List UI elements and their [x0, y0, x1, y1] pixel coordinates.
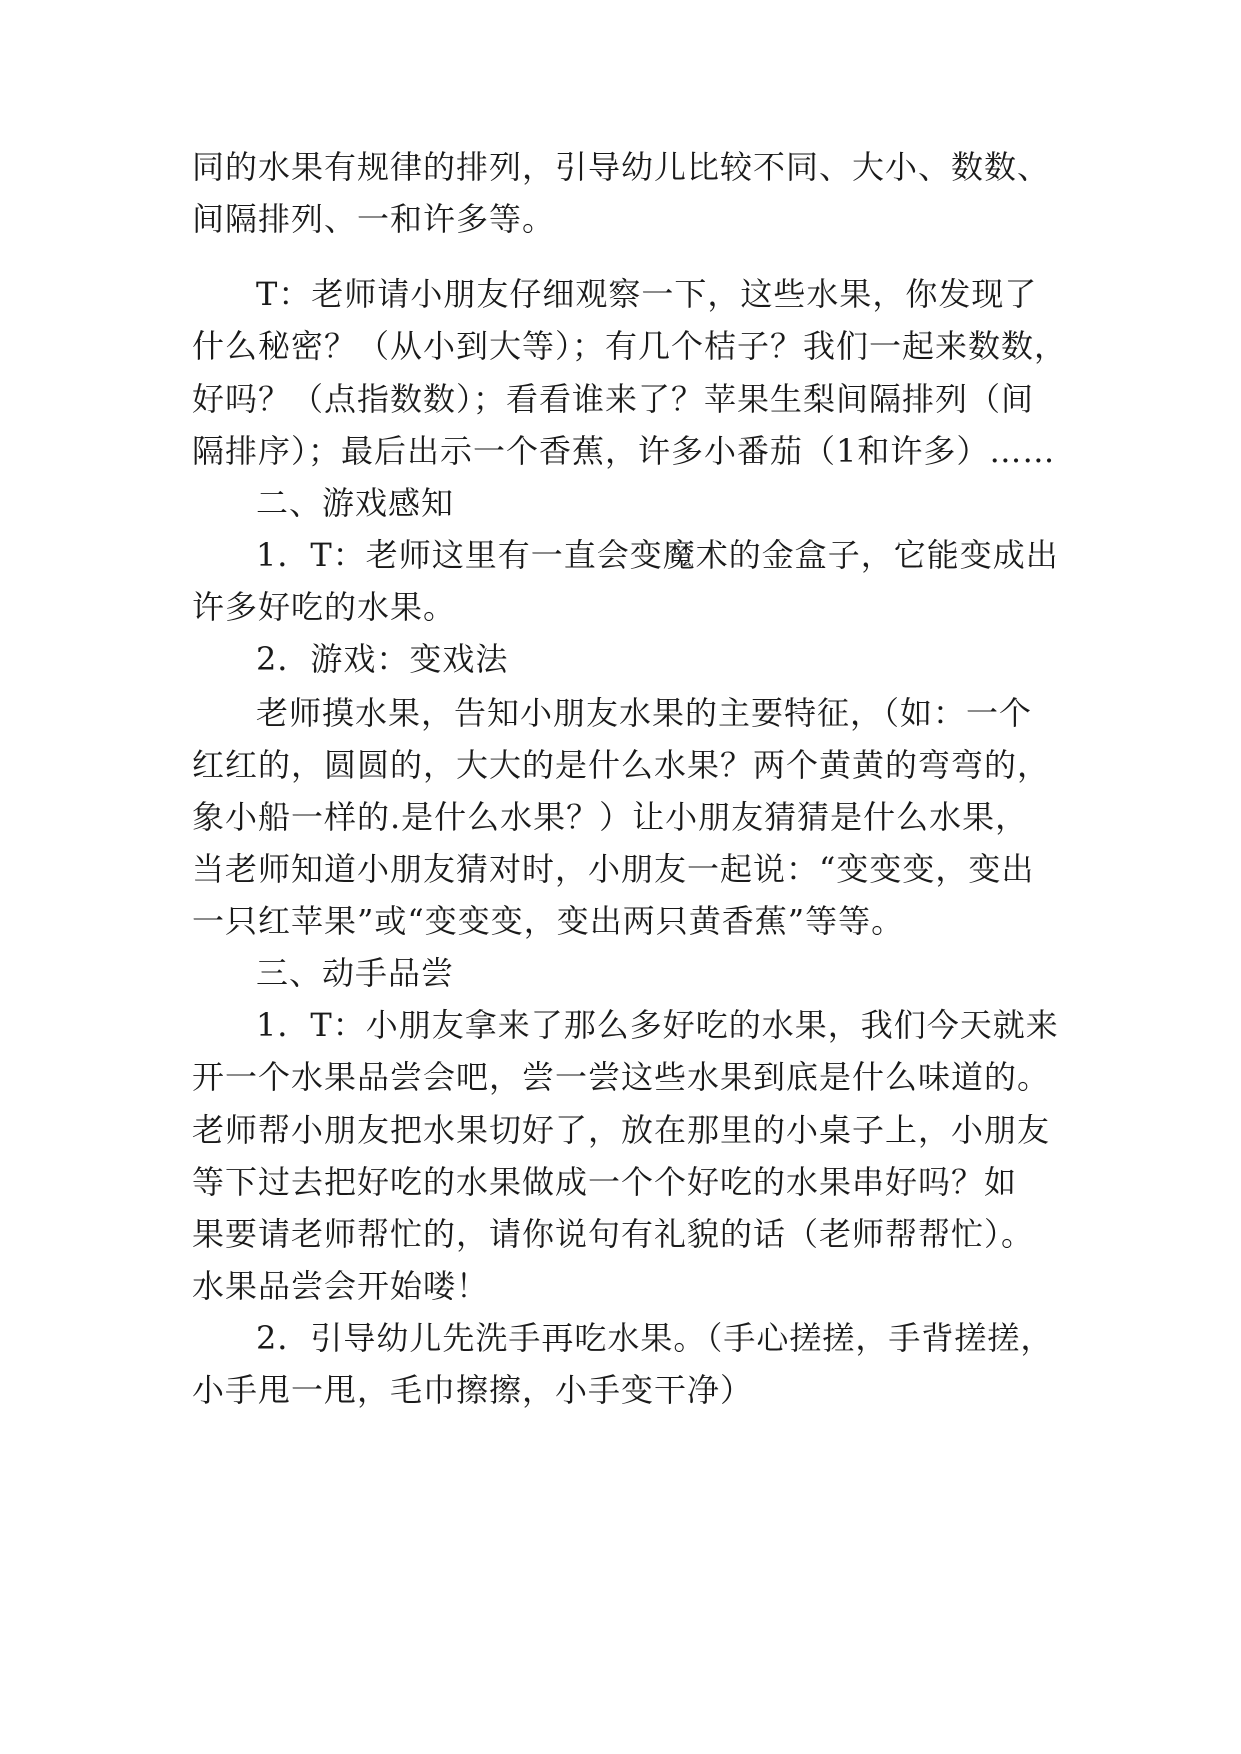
text-line-20: 等下过去把好吃的水果做成一个个好吃的水果串好吗？如 [192, 1163, 1018, 1201]
section-heading-3: 三、动手品尝 [256, 954, 455, 992]
text-line-2: 间隔排列、一和许多等。 [192, 200, 556, 238]
text-line-11: 老师摸水果，告知小朋友水果的主要特征，（如：一个 [256, 694, 1033, 732]
text-line-10: 2．游戏：变戏法 [256, 640, 509, 678]
section-heading-2: 二、游戏感知 [256, 484, 455, 522]
text-line-19: 老师帮小朋友把水果切好了，放在那里的小桌子上，小朋友 [192, 1111, 1051, 1149]
text-line-5: 好吗？（点指数数）；看看谁来了？苹果生梨间隔排列（间 [192, 380, 1035, 418]
text-line-21: 果要请老师帮忙的，请你说句有礼貌的话（老师帮帮忙）。 [192, 1215, 1035, 1253]
text-line-12: 红红的，圆圆的，大大的是什么水果？两个黄黄的弯弯的， [192, 746, 1051, 784]
text-line-23: 2．引导幼儿先洗手再吃水果。（手心搓搓，手背搓搓， [256, 1319, 1054, 1357]
text-line-24: 小手甩一甩，毛巾擦擦，小手变干净） [192, 1371, 754, 1409]
text-line-15: 一只红苹果”或“变变变，变出两只黄香蕉”等等。 [192, 902, 905, 940]
text-line-22: 水果品尝会开始喽！ [192, 1267, 490, 1305]
text-line-13: 象小船一样的.是什么水果？）让小朋友猜猜是什么水果， [192, 798, 1029, 836]
text-line-9: 许多好吃的水果。 [192, 588, 457, 626]
text-line-6: 隔排序）；最后出示一个香蕉，许多小番茄（1和许多）…… [192, 432, 1056, 470]
text-line-17: 1．T：小朋友拿来了那么多好吃的水果，我们今天就来 [256, 1006, 1059, 1044]
text-line-14: 当老师知道小朋友猜对时，小朋友一起说：“变变变，变出 [192, 850, 1035, 888]
text-line-8: 1．T：老师这里有一直会变魔术的金盒子，它能变成出 [256, 536, 1059, 574]
text-line-1: 同的水果有规律的排列，引导幼儿比较不同、大小、数数、 [192, 148, 1051, 186]
text-line-18: 开一个水果品尝会吧，尝一尝这些水果到底是什么味道的。 [192, 1058, 1051, 1096]
text-line-4: 什么秘密？（从小到大等）；有几个桔子？我们一起来数数， [192, 327, 1068, 365]
text-line-3: T：老师请小朋友仔细观察一下，这些水果，你发现了 [256, 275, 1038, 313]
